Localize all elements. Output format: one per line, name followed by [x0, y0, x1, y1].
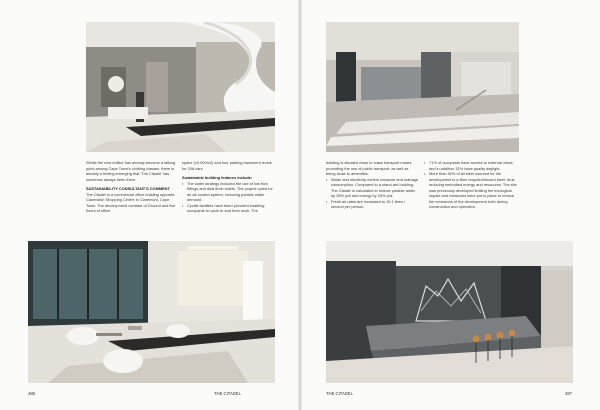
- right-col1-bullet-2: • Fresh air rates are increased to 15.1 litres / second per person.: [326, 199, 418, 210]
- left-folio-title: THE CITADEL: [214, 391, 241, 396]
- left-col2-bullet-1: • The water strategy included the use of low flow fittings and dual flush toilets. The project opted for an air-cooled system, reducing potable water demand.: [182, 181, 275, 203]
- right-page-column-1: [326, 160, 418, 210]
- right-col1-paragraph-1: building is situated close to mass transport routes, promoting the use of public transport, as well as being close to amenities.: [326, 160, 413, 176]
- left-folio-number: 486: [28, 391, 35, 396]
- left-col1-paragraph-1: Whilst the new edifice has already become a talking point among Cape Town's clothing classes, there is already a feeling emerging that 'The Citadel' has somehow always been there.: [86, 160, 176, 182]
- right-folio-title: THE CITADEL: [326, 391, 353, 396]
- left-col1-paragraph-2: The Citadel is a commercial office building opposite Cavendish Shopping Centre in Claremont, Cape Town. The development consists of Ground and five floors of office: [86, 191, 176, 213]
- page-gutter: [298, 0, 302, 410]
- right-folio-number: 487: [565, 391, 572, 396]
- left-col2-paragraph-1: space (±5,000m2) and four parking basement levels for 208 cars.: [182, 160, 272, 171]
- reception-chairs-photo: [28, 241, 275, 383]
- left-page-column-1: [86, 160, 178, 218]
- entrance-lobby-photo: [326, 22, 519, 152]
- left-col2-bullet-2: • Cyclist facilities have been provided enabling occupants to cycle to and from work. The: [182, 203, 275, 214]
- right-page-column-2: [424, 160, 519, 210]
- reception-desk-photo: [326, 241, 573, 383]
- left-page-column-2: [182, 160, 275, 214]
- right-col2-bullet-2: • More than 90% of all steel sourced for the development is a fibre recycled/reused steel, thus reducing embodied energy and resources. The site was previously developed limiting the ecological impact and measures were put in place to reduce the emissions of the development both during construction and operation.: [424, 171, 519, 210]
- lobby-staircase-photo: [86, 22, 275, 152]
- right-col1-bullet-1: • Water and electricity meters measure and manage consumption. Compared to a stand-ard building, The Citadel is calculated to reduce potable water by 28% pcll and energy by 33% p/a.: [326, 177, 418, 199]
- left-col1-heading: SUSTAINABILITY CONSULTANT'S COMMENT: [86, 186, 170, 191]
- right-col2-bullet-1: • 71% of occupants have access to external views and in addition 32% have quality daylight.: [424, 160, 519, 171]
- left-col2-heading: Sustainable building features include:: [182, 175, 253, 180]
